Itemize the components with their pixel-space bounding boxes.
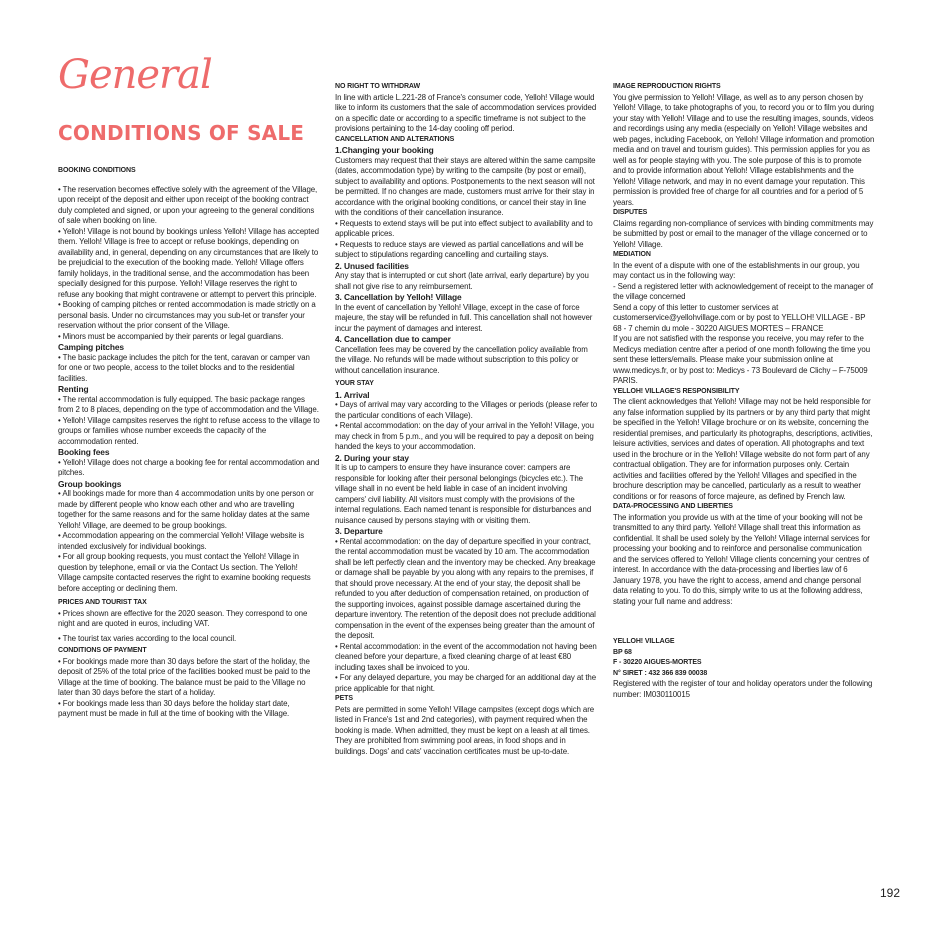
group-heading: Group bookings	[58, 478, 122, 489]
registered-text: Registered with the register of tour and holiday operators under the following number: IM030110015	[613, 679, 873, 699]
responsibility-text: The client acknowledges that Yelloh! Village may not be held responsible for any false information supplied by its partners or by any third party that might be specified in the Yelloh! Village brochure or on its website, concerning the residential premises, and particularly its photographs, descriptions, activities, leisure activities, services and dates of operation. All photographs and text used in the brochure or in the Yelloh! Village website do not form part of any contractual obligation. They are for information purposes only. Certain activities and facilities offered by the Yelloh! Villages and specified in the brochure description may be cancelled, particularly as a result to weather conditions or for reasons of force majeure, as defined by French law.	[613, 397, 873, 501]
fees-heading: Booking fees	[58, 447, 110, 457]
arrival-text: • Days of arrival may vary according to the Villages or periods (please refer to the particular conditions of each Village). • Rental accommodation: on the day of your arrival in the Yelloh! Village, you may check in from 5 p.m., and you will be required to pay a deposit on being handed the keys to your accommodation.	[335, 400, 598, 451]
departure-text: • Rental accommodation: on the day of departure specified in your contract, the rental accommodation must be vacated by 10 am. The accommodation shall be left perfectly clean and the inventory may be checked. Any breakage or damage shall be payable by you along with any repairs to the premises, if that should prove necessary. At the end of your stay, the deposit shall be refunded to you after deduction of compensation retained, on production of the supporting invoices, against possible damage ascertained during the departure inventory. The retention of the deposit does not preclude additional compensation in the event of the expenses being greater than the amount of the deposit. • Rental accommodation: in the event of the accommodation not having been cleaned before your departure, a fixed cleaning charge of at least €80 including taxes shall be invoiced to you. • For any delayed departure, you may be charged for an additional day at the price applicable for that night.	[335, 536, 597, 693]
cancel-camper-heading: 4. Cancellation due to camper	[335, 334, 451, 344]
booking-text: • The reservation becomes effective solely with the agreement of the Village, upon receipt of the deposit and either upon receipt of the booking contract duly completed and signed, or upon your agreeing to the general conditions of sale when booking on line. • Yelloh! Village is not bound by bookings unless Yelloh! Village has accepted them. Yelloh! Village is free to accept or refuse bookings, depending on availability and, in general, depending on any circumstances that are likely to be prejudicial to the execution of the booking made. Yelloh! Village offers family holidays, in the traditional sense, and the accommodation has been specially designed for this purpose. Yelloh! Village reserves the right to refuse any booking that might contravene or attempt to pervert this principle. • Booking of camping pitches or rented accommodation is made strictly on a personal basis. Under no circumstances may you sub-let or transfer your reservation without the prior consent of the Village. • Minors must be accompanied by their parents or legal guardians.	[58, 184, 319, 341]
address-city: F - 30220 AIGUES-MORTES	[613, 659, 702, 666]
change-text: Customers may request that their stays are altered within the same campsite (dates, accommodation type) by writing to the campsite (by post or email), subject to availability and options. Postponements to the next season will not be permitted. If no changes are made, customers must arrive for their stay in accordance with the original booking conditions, or cancel their stay in line with the conditions of their cancellation insurance. • Requests to extend stays will be put into effect subject to availability and to applicable prices. • Requests to reduce stays are viewed as partial cancellations and will be subject to stipulations regarding cancelling and curtailing stays.	[335, 155, 596, 259]
during-heading: 2. During your stay	[335, 452, 409, 463]
mediation-heading: MEDIATION	[613, 251, 651, 258]
unused-text: Any stay that is interrupted or cut short (late arrival, early departure) by you shall not give rise to any reimbursement.	[335, 271, 589, 291]
renting-text: • The rental accommodation is fully equipped. The basic package ranges from 2 to 8 places, depending on the type of accommodation and the Village. • Yelloh! Village campsites reserves the right to refuse access to the village to groups or families whose number exceeds the capacity of the accommodation rented.	[58, 394, 320, 446]
group-text: • All bookings made for more than 4 accommodation units by one person or made by different people who know each other and who are travelling together for the same reasons and for the same holiday dates at the same Yelloh! Village, are deemed to be group bookings. • Accommodation appearing on the commercial Yelloh! Village website is intended exclusively for individual bookings. • For all group booking requests, you must contact the Yelloh! Village in question by telephone, email or via the Contact Us section. The Yelloh! Village campsite contacted reserves the right to examine booking requests before accepting or declining them.	[58, 489, 314, 593]
renting-heading: Renting	[58, 384, 89, 394]
cancel-yv-text: In the event of cancellation by Yelloh! Village, except in the case of force majeure, the stay will be refunded in full. This cancellation shall not however incur the payment of damages and interest.	[335, 302, 593, 333]
withdraw-heading: NO RIGHT TO WITHDRAW	[335, 83, 420, 90]
payment-text: • For bookings made more than 30 days before the start of the holiday, the deposit of 25% of the total price of the facilities booked must be paid to the Village at the time of booking. The balance must be paid to the Village no later than 30 days before the start of a holiday. • For bookings made less than 30 days before the holiday start date, payment must be made in full at the time of booking with the Village.	[58, 656, 311, 718]
prices-text-1: • Prices shown are effective for the 2020 season. They correspond to one night and are quoted in euros, including VAT.	[58, 608, 308, 628]
cancel-yv-heading: 3. Cancellation by Yelloh! Village	[335, 292, 462, 302]
payment-heading: CONDITIONS OF PAYMENT	[58, 647, 147, 654]
siret: N° SIRET : 432 366 839 00038	[613, 669, 708, 677]
data-text: The information you provide us with at the time of your booking will not be transmitted to any third party. Yelloh! Village shall treat this information as confidential. It shall be used solely by the Yelloh! Village internal services for processing your booking and to reinforce and personalise communication and the services offered to Yelloh! Village clients concerning your centres of interest. In accordance with the data-processing and liberties law of 6 January 1978, you have the right to access, amend and change personal data relating to you. To do this, simply write to us at the following address, stating your full name and address:	[613, 512, 871, 606]
disputes-heading: DISPUTES	[613, 209, 648, 216]
booking-heading: BOOKING CONDITIONS	[58, 167, 136, 174]
pets-heading: PETS	[335, 695, 353, 702]
page-title: CONDITIONS OF SALE	[58, 121, 305, 145]
during-text: It is up to campers to ensure they have insurance cover: campers are responsible for looking after their personal belongings (bicycles etc.). The village shall in no event be held liable in case of an incident involving campers' civil liability. All visitors must comply with the provisions of the internal regulations. Each named tenant is responsible for disturbances and nuisance caused by persons staying with or visiting them.	[335, 463, 592, 525]
data-heading: DATA-PROCESSING AND LIBERTIES	[613, 503, 733, 510]
arrival-heading: 1. Arrival	[335, 389, 370, 400]
prices-text-2: • The tourist tax varies according to the local council.	[58, 633, 237, 643]
image-heading: IMAGE REPRODUCTION RIGHTS	[613, 83, 721, 90]
withdraw-text: In line with article L.221-28 of France's consumer code, Yelloh! Village would like to inform its customers that the sale of accommodation services provided on a specific date or according to a specific timeframe is not subject to the provisions pertaining to the 14-day cooling off period.	[335, 92, 597, 133]
unused-heading: 2. Unused facilities	[335, 260, 409, 271]
disputes-text: Claims regarding non-compliance of services with binding commitments may be submitted by post or email to the manager of the village concerned or to Yelloh! Village.	[613, 218, 874, 249]
stay-heading: YOUR STAY	[335, 380, 374, 387]
change-heading: 1.Changing your booking	[335, 145, 434, 155]
cancel-camper-text: Cancellation fees may be covered by the cancellation policy available from the village. No refunds will be made without subscription to this policy or without cancellation insurance.	[335, 344, 588, 375]
column-3	[613, 82, 875, 700]
pets-text: Pets are permitted in some Yelloh! Village campsites (except dogs which are listed in France's 1st and 2nd categories), with payment required when the booking is made. When admitted, they must be kept on a leash at all times. They are prohibited from swimming pool areas, in food shops and in buildings. Dogs' and cats' vaccination certificates must be up-to-date.	[335, 704, 595, 756]
column-1	[58, 166, 320, 720]
column-2	[335, 82, 598, 757]
address-bp: BP 68	[613, 648, 632, 656]
responsibility-heading: YELLOH! VILLAGE'S RESPONSIBILITY	[613, 387, 740, 395]
camping-heading: Camping pitches	[58, 342, 124, 352]
cancel-heading: CANCELLATION AND ALTERATIONS	[335, 135, 455, 143]
fees-text: • Yelloh! Village does not charge a booking fee for rental accommodation and pitches.	[58, 457, 320, 477]
page-number: 192	[880, 886, 901, 900]
address-name: YELLOH! VILLAGE	[613, 638, 675, 645]
camping-text: • The basic package includes the pitch for the tent, caravan or camper van for one or two people, access to the toilet blocks and to the residential facilities.	[58, 352, 310, 383]
departure-heading: 3. Departure	[335, 526, 383, 536]
image-text: You give permission to Yelloh! Village, as well as to any person chosen by Yelloh! Village, to take photographs of you, to record you or to film you during your stay with Yelloh! Village and to use the resulting images, sounds, videos and recordings using any media (especially on Yelloh! Village websites and web pages, including Facebook, on Yelloh! Village information and promotion media and on travel and tourism guides). This permission applies for you as well as for people staying with you. The sole purpose of this is to promote and to provide information about Yelloh! Village establishments and the Yelloh! Village network, and may in no event damage your reputation. This permission is provided free of charge for all countries and for a period of 5 years.	[613, 92, 875, 207]
prices-heading: PRICES AND TOURIST TAX	[58, 599, 147, 606]
mediation-text: In the event of a dispute with one of the establishments in our group, you may contact us in the following way: - Send a registered letter with acknowledgement of receipt to the manager of the village concerned Send a copy of this letter to customer services at customerservice@yellohvillage.com or by post to YELLOH! VILLAGE - BP 68 - 7 chemin du mole - 30220 AIGUES MORTES – FRANCE If you are not satisfied with the response you receive, you may refer to the Medicys mediation centre after a period of one month following the time you sent these letters/emails. Please make your submission online at www.medicys.fr, or by post to: Medicys - 73 Boulevard de Clichy – F-75009 PARIS.	[613, 260, 873, 385]
title-script: General	[58, 52, 212, 98]
